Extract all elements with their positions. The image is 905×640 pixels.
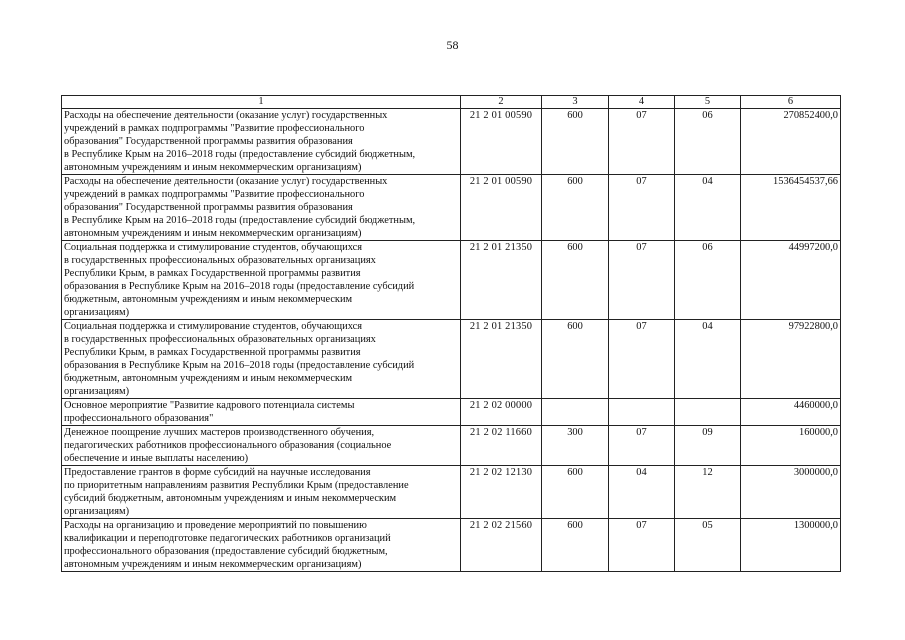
table-row: [62, 320, 841, 399]
row-col-3: 300: [542, 426, 609, 466]
row-col-4: [609, 399, 675, 426]
budget-table: [61, 95, 841, 572]
row-col-4: 07: [609, 109, 675, 175]
row-col-4: 04: [609, 466, 675, 519]
row-description: Основное мероприятие "Развитие кадрового потенциала системы профессионального образования": [62, 399, 461, 426]
row-description: Денежное поощрение лучших мастеров производственного обучения, педагогических работников профессионального образования (социальное обеспечение и иные выплаты населению): [62, 426, 461, 466]
row-col-3: 600: [542, 241, 609, 320]
table-row: [62, 175, 841, 241]
table-row: [62, 241, 841, 320]
row-amount: 3000000,0: [741, 466, 841, 519]
row-code: 21 2 02 11660: [461, 426, 542, 466]
header-col-5: 5: [675, 96, 741, 109]
table-row: [62, 466, 841, 519]
row-description: Социальная поддержка и стимулирование студентов, обучающихся в государственных профессиональных образовательных организациях Республики Крым, в рамках Государственной программы развития образования в Республике Крым на 2016–2018 годы (предоставление субсидий бюджетным, автономным учреждениям и иным некоммерческим организациям): [62, 320, 461, 399]
row-amount: 160000,0: [741, 426, 841, 466]
row-col-4: 07: [609, 175, 675, 241]
row-col-3: [542, 399, 609, 426]
row-code: 21 2 01 21350: [461, 320, 542, 399]
row-amount: 270852400,0: [741, 109, 841, 175]
row-col-5: 04: [675, 175, 741, 241]
row-col-3: 600: [542, 175, 609, 241]
row-col-4: 07: [609, 241, 675, 320]
header-col-4: 4: [609, 96, 675, 109]
row-col-5: 05: [675, 519, 741, 572]
row-code: 21 2 02 12130: [461, 466, 542, 519]
row-description: Расходы на обеспечение деятельности (оказание услуг) государственных учреждений в рамках подпрограммы "Развитие профессионального образования" Государственной программы развития образования в Республике Крым на 2016–2018 годы (предоставление субсидий бюджетным, автономным учреждениям и иным некоммерческим организациям): [62, 109, 461, 175]
row-code: 21 2 01 00590: [461, 175, 542, 241]
header-col-1: 1: [62, 96, 461, 109]
row-code: 21 2 02 00000: [461, 399, 542, 426]
row-code: 21 2 01 00590: [461, 109, 542, 175]
row-col-4: 07: [609, 320, 675, 399]
page-number: 58: [446, 38, 459, 52]
row-col-5: 12: [675, 466, 741, 519]
row-description: Предоставление грантов в форме субсидий на научные исследования по приоритетным направлениям развития Республики Крым (предоставление субсидий бюджетным, автономным учреждениям и иным некоммерческим организациям): [62, 466, 461, 519]
row-description: Расходы на обеспечение деятельности (оказание услуг) государственных учреждений в рамках подпрограммы "Развитие профессионального образования" Государственной программы развития образования в Республике Крым на 2016–2018 годы (предоставление субсидий бюджетным, автономным учреждениям и иным некоммерческим организациям): [62, 175, 461, 241]
row-amount: 1536454537,66: [741, 175, 841, 241]
row-code: 21 2 01 21350: [461, 241, 542, 320]
row-col-3: 600: [542, 466, 609, 519]
row-amount: 97922800,0: [741, 320, 841, 399]
table-row: [62, 109, 841, 175]
row-col-3: 600: [542, 519, 609, 572]
row-description: Социальная поддержка и стимулирование студентов, обучающихся в государственных профессиональных образовательных организациях Республики Крым, в рамках Государственной программы развития образования в Республике Крым на 2016–2018 годы (предоставление субсидий бюджетным, автономным учреждениям и иным некоммерческим организациям): [62, 241, 461, 320]
row-col-3: 600: [542, 320, 609, 399]
row-col-5: 06: [675, 241, 741, 320]
row-col-4: 07: [609, 519, 675, 572]
header-col-6: 6: [741, 96, 841, 109]
row-col-3: 600: [542, 109, 609, 175]
table-row: [62, 399, 841, 426]
row-col-4: 07: [609, 426, 675, 466]
row-amount: 1300000,0: [741, 519, 841, 572]
row-col-5: 06: [675, 109, 741, 175]
header-row: [62, 96, 841, 109]
row-description: Расходы на организацию и проведение мероприятий по повышению квалификации и переподготовке педагогических работников организаций профессионального образования (предоставление субсидий бюджетным, автономным учреждениям и иным некоммерческим организациям): [62, 519, 461, 572]
row-col-5: 09: [675, 426, 741, 466]
row-amount: 4460000,0: [741, 399, 841, 426]
header-col-2: 2: [461, 96, 542, 109]
row-code: 21 2 02 21560: [461, 519, 542, 572]
table-row: [62, 426, 841, 466]
row-col-5: [675, 399, 741, 426]
header-col-3: 3: [542, 96, 609, 109]
row-amount: 44997200,0: [741, 241, 841, 320]
table-row: [62, 519, 841, 572]
row-col-5: 04: [675, 320, 741, 399]
